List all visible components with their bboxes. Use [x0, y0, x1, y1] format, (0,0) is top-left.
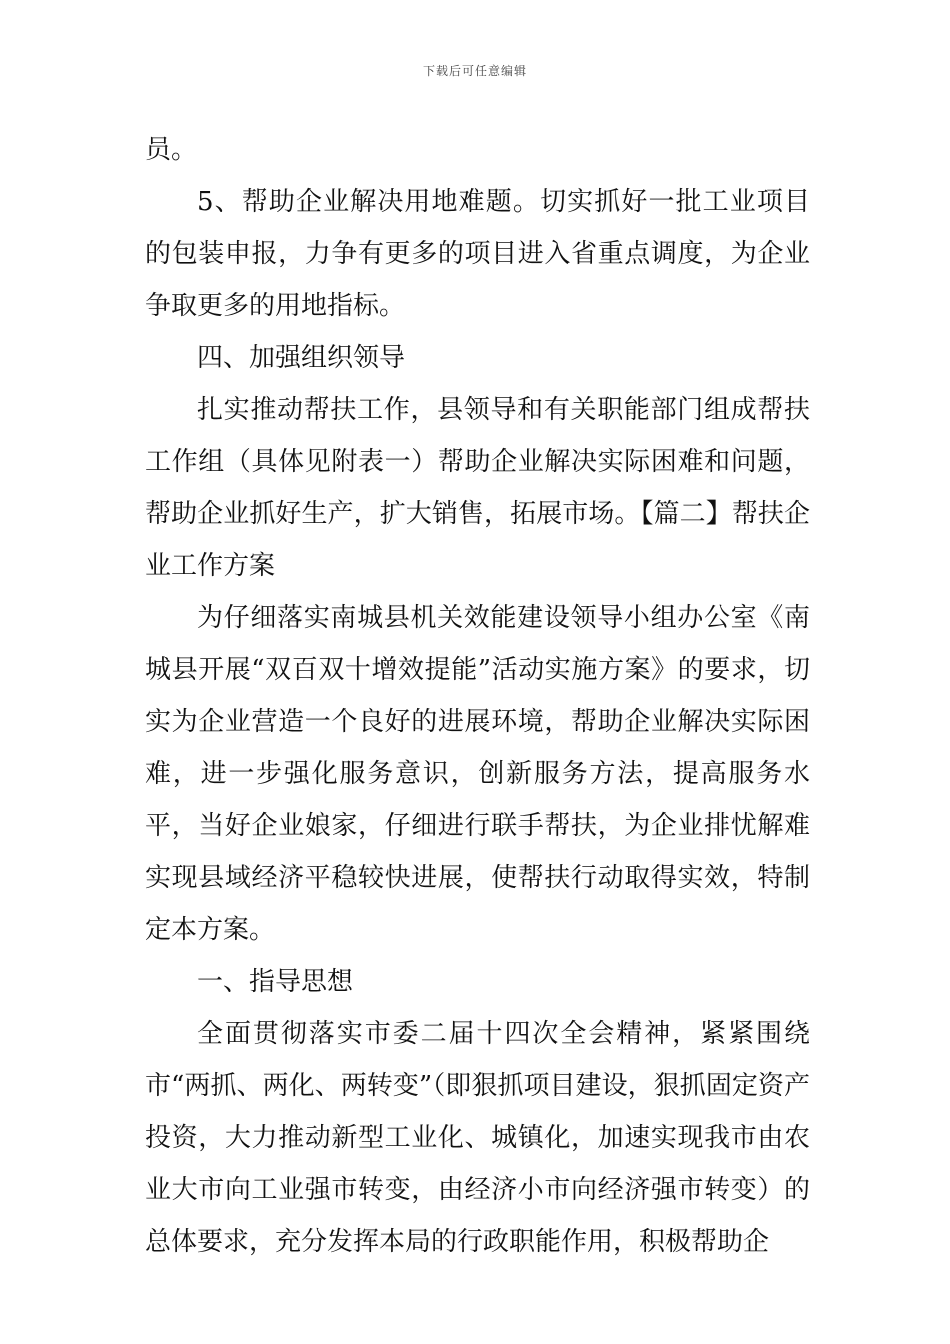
section-heading: 一、指导思想 — [197, 967, 354, 997]
page-header: 下载后可任意编辑 — [422, 64, 527, 78]
section-heading: 四、加强组织领导 — [197, 343, 406, 373]
paragraph: 全面贯彻落实市委二届十四次全会精神，紧紧围绕市“两抓、两化、两转变”（即狠抓项目建设，狠抓固定资产投资，大力推动新型工业化、城镇化，加速实现我市由农业大市向工业强市转变，由经济小市向经济强市转变）的总体要求，充分发挥本局的行政职能作用，积极帮助企 — [145, 1019, 810, 1257]
paragraph: 扎实推动帮扶工作，县领导和有关职能部门组成帮扶工作组（具体见附表一）帮助企业解决实际困难和问题，帮助企业抓好生产，扩大销售，拓展市场。【篇二】帮扶企业工作方案 — [145, 395, 810, 581]
paragraph: 员。 — [145, 135, 198, 165]
paragraph: 为仔细落实南城县机关效能建设领导小组办公室《南城县开展“双百双十增效提能”活动实施方案》的要求，切实为企业营造一个良好的进展环境，帮助企业解决实际困难，进一步强化服务意识，创新服务方法，提高服务水平，当好企业娘家，仔细进行联手帮扶，为企业排忧解难实现县域经济平稳较快进展，使帮扶行动取得实效，特制定本方案。 — [145, 603, 810, 945]
paragraph: 5、帮助企业解决用地难题。切实抓好一批工业项目的包装申报，力争有更多的项目进入省重点调度，为企业争取更多的用地指标。 — [145, 187, 810, 321]
document-body — [145, 124, 810, 1268]
